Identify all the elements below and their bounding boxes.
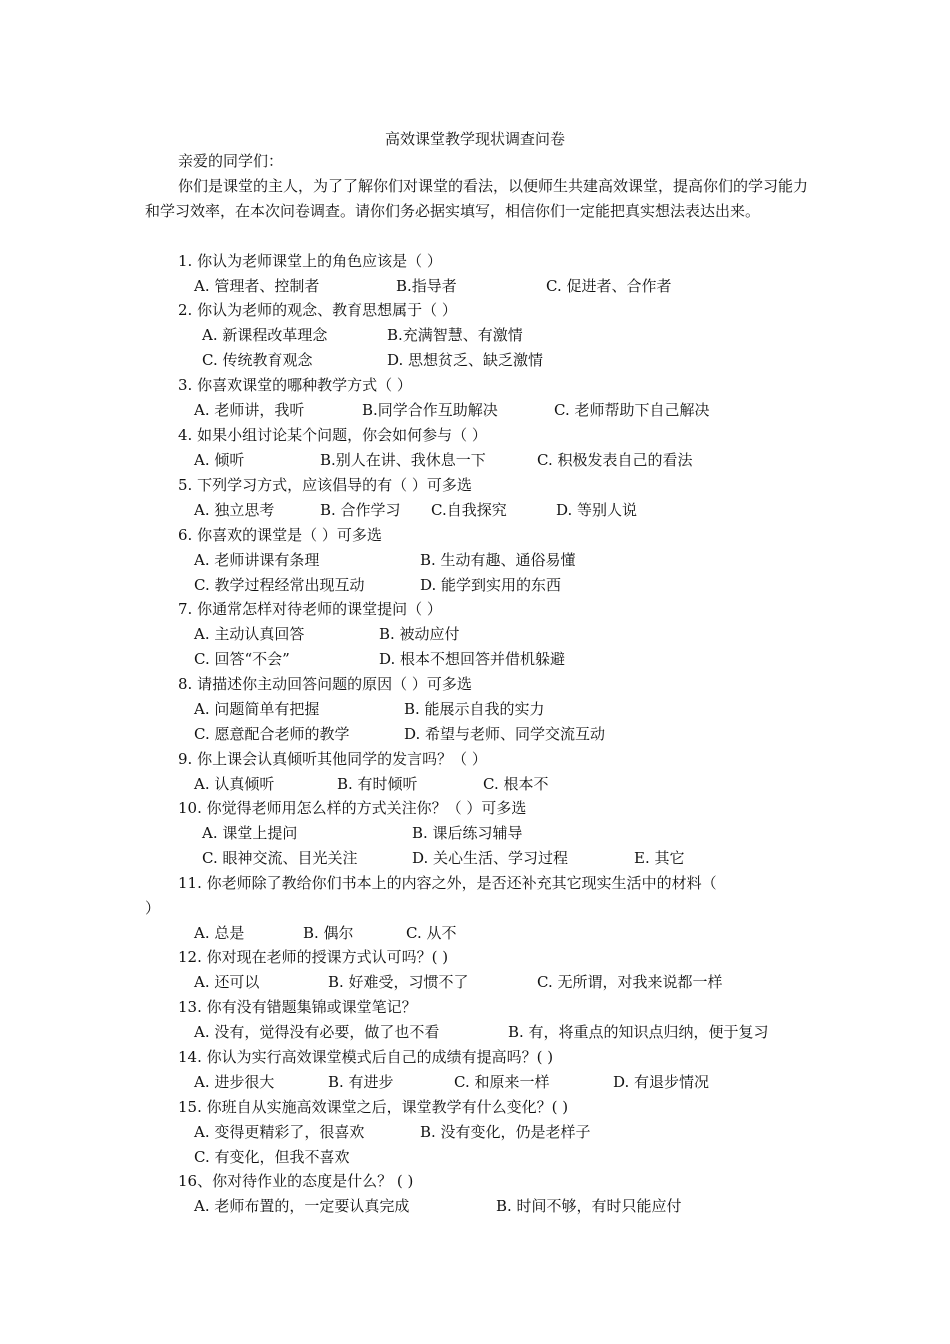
q8-option-b: B. 能展示自我的实力 (404, 700, 545, 718)
question-1: 1. 你认为老师课堂上的角色应该是（ ） (178, 252, 442, 270)
q2-option-c: C. 传统教育观念 (202, 351, 313, 369)
question-5: 5. 下列学习方式，应该倡导的有（ ）可多选 (178, 476, 472, 494)
q6-option-d: D. 能学到实用的东西 (420, 576, 562, 594)
q15-option-c: C. 有变化，但我不喜欢 (194, 1148, 350, 1166)
q14-option-a: A. 进步很大 (194, 1073, 275, 1091)
question-10: 10. 你觉得老师用怎么样的方式关注你？（ ）可多选 (178, 799, 527, 817)
q7-option-d: D. 根本不想回答并借机躲避 (379, 650, 566, 668)
q7-option-c: C. 回答“不会” (194, 650, 290, 668)
q9-option-a: A. 认真倾听 (194, 775, 275, 793)
intro-paragraph: 你们是课堂的主人，为了了解你们对课堂的看法，以便师生共建高效课堂，提高你们的学习能力和学习效率，在本次问卷调查。请你们务必据实填写，相信你们一定能把真实想法表达出来。 (145, 177, 809, 220)
q1-option-c: C. 促进者、合作者 (546, 277, 672, 295)
question-3: 3. 你喜欢课堂的哪种教学方式（ ） (178, 376, 412, 394)
q16-option-b: B. 时间不够，有时只能应付 (496, 1197, 682, 1215)
q5-option-b: B. 合作学习 (320, 501, 401, 519)
q15-option-b: B. 没有变化，仍是老样子 (420, 1123, 591, 1141)
q4-option-b: B.别人在讲、我休息一下 (320, 451, 486, 469)
q13-option-b: B. 有，将重点的知识点归纳，便于复习 (508, 1023, 769, 1041)
q12-option-a: A. 还可以 (194, 973, 260, 991)
question-11: 11. 你老师除了教给你们书本上的内容之外，是否还补充其它现实生活中的材料（ (178, 874, 717, 892)
question-16: 16、你对待作业的态度是什么？ ( ) (178, 1172, 414, 1190)
q15-option-a: A. 变得更精彩了，很喜欢 (194, 1123, 365, 1141)
question-7: 7. 你通常怎样对待老师的课堂提问（ ） (178, 600, 442, 618)
q8-option-a: A. 问题简单有把握 (194, 700, 320, 718)
q7-option-a: A. 主动认真回答 (194, 625, 305, 643)
q13-option-a: A. 没有，觉得没有必要，做了也不看 (194, 1023, 440, 1041)
q5-option-d: D. 等别人说 (556, 501, 638, 519)
q4-option-c: C. 积极发表自己的看法 (537, 451, 693, 469)
greeting: 亲爱的同学们： (178, 152, 284, 170)
q3-option-c: C. 老师帮助下自己解决 (554, 401, 710, 419)
q1-option-a: A. 管理者、控制者 (194, 277, 320, 295)
q10-option-c: C. 眼神交流、目光关注 (202, 849, 358, 867)
q5-option-a: A. 独立思考 (194, 501, 275, 519)
q5-option-c: C.自我探究 (431, 501, 507, 519)
q8-option-c: C. 愿意配合老师的教学 (194, 725, 350, 743)
q2-option-a: A. 新课程改革理念 (202, 326, 328, 344)
q6-option-c: C. 教学过程经常出现互动 (194, 576, 365, 594)
q12-option-c: C. 无所谓，对我来说都一样 (537, 973, 723, 991)
question-8: 8. 请描述你主动回答问题的原因（ ）可多选 (178, 675, 472, 693)
q7-option-b: B. 被动应付 (379, 625, 460, 643)
q11-option-c: C. 从不 (406, 924, 457, 942)
question-6: 6. 你喜欢的课堂是（ ）可多选 (178, 526, 382, 544)
q12-option-b: B. 好难受，习惯不了 (328, 973, 469, 991)
page-title: 高效课堂教学现状调查问卷 (384, 130, 565, 148)
q9-option-b: B. 有时倾听 (337, 775, 418, 793)
q10-option-a: A. 课堂上提问 (202, 824, 298, 842)
question-2: 2. 你认为老师的观念、教育思想属于（ ） (178, 301, 457, 319)
question-12: 12. 你对现在老师的授课方式认可吗？( ) (178, 948, 449, 966)
q8-option-d: D. 希望与老师、同学交流互动 (404, 725, 606, 743)
q9-option-c: C. 根本不 (483, 775, 549, 793)
q10-option-d: D. 关心生活、学习过程 (412, 849, 569, 867)
q14-option-b: B. 有进步 (328, 1073, 394, 1091)
q6-option-b: B. 生动有趣、通俗易懂 (420, 551, 576, 569)
q2-option-d: D. 思想贫乏、缺乏激情 (387, 351, 544, 369)
question-15: 15. 你班自从实施高效课堂之后，课堂教学有什么变化？( ) (178, 1098, 569, 1116)
q16-option-a: A. 老师布置的，一定要认真完成 (194, 1197, 410, 1215)
q6-option-a: A. 老师讲课有条理 (194, 551, 320, 569)
q10-option-b: B. 课后练习辅导 (412, 824, 523, 842)
question-13: 13. 你有没有错题集锦或课堂笔记？ (178, 998, 417, 1016)
q4-option-a: A. 倾听 (194, 451, 245, 469)
q14-option-d: D. 有退步情况 (613, 1073, 710, 1091)
question-4: 4. 如果小组讨论某个问题，你会如何参与（ ） (178, 426, 487, 444)
q2-option-b: B.充满智慧、有激情 (387, 326, 523, 344)
question-14: 14. 你认为实行高效课堂模式后自己的成绩有提高吗？( ) (178, 1048, 554, 1066)
q10-option-e: E. 其它 (634, 849, 685, 867)
q11-option-b: B. 偶尔 (303, 924, 354, 942)
q3-option-a: A. 老师讲，我听 (194, 401, 305, 419)
q3-option-b: B.同学合作互助解决 (362, 401, 498, 419)
q1-option-b: B.指导者 (396, 277, 457, 295)
question-9: 9. 你上课会认真倾听其他同学的发言吗？（ ） (178, 750, 487, 768)
q14-option-c: C. 和原来一样 (454, 1073, 550, 1091)
question-11-continuation: ） (145, 899, 161, 917)
q11-option-a: A. 总是 (194, 924, 245, 942)
